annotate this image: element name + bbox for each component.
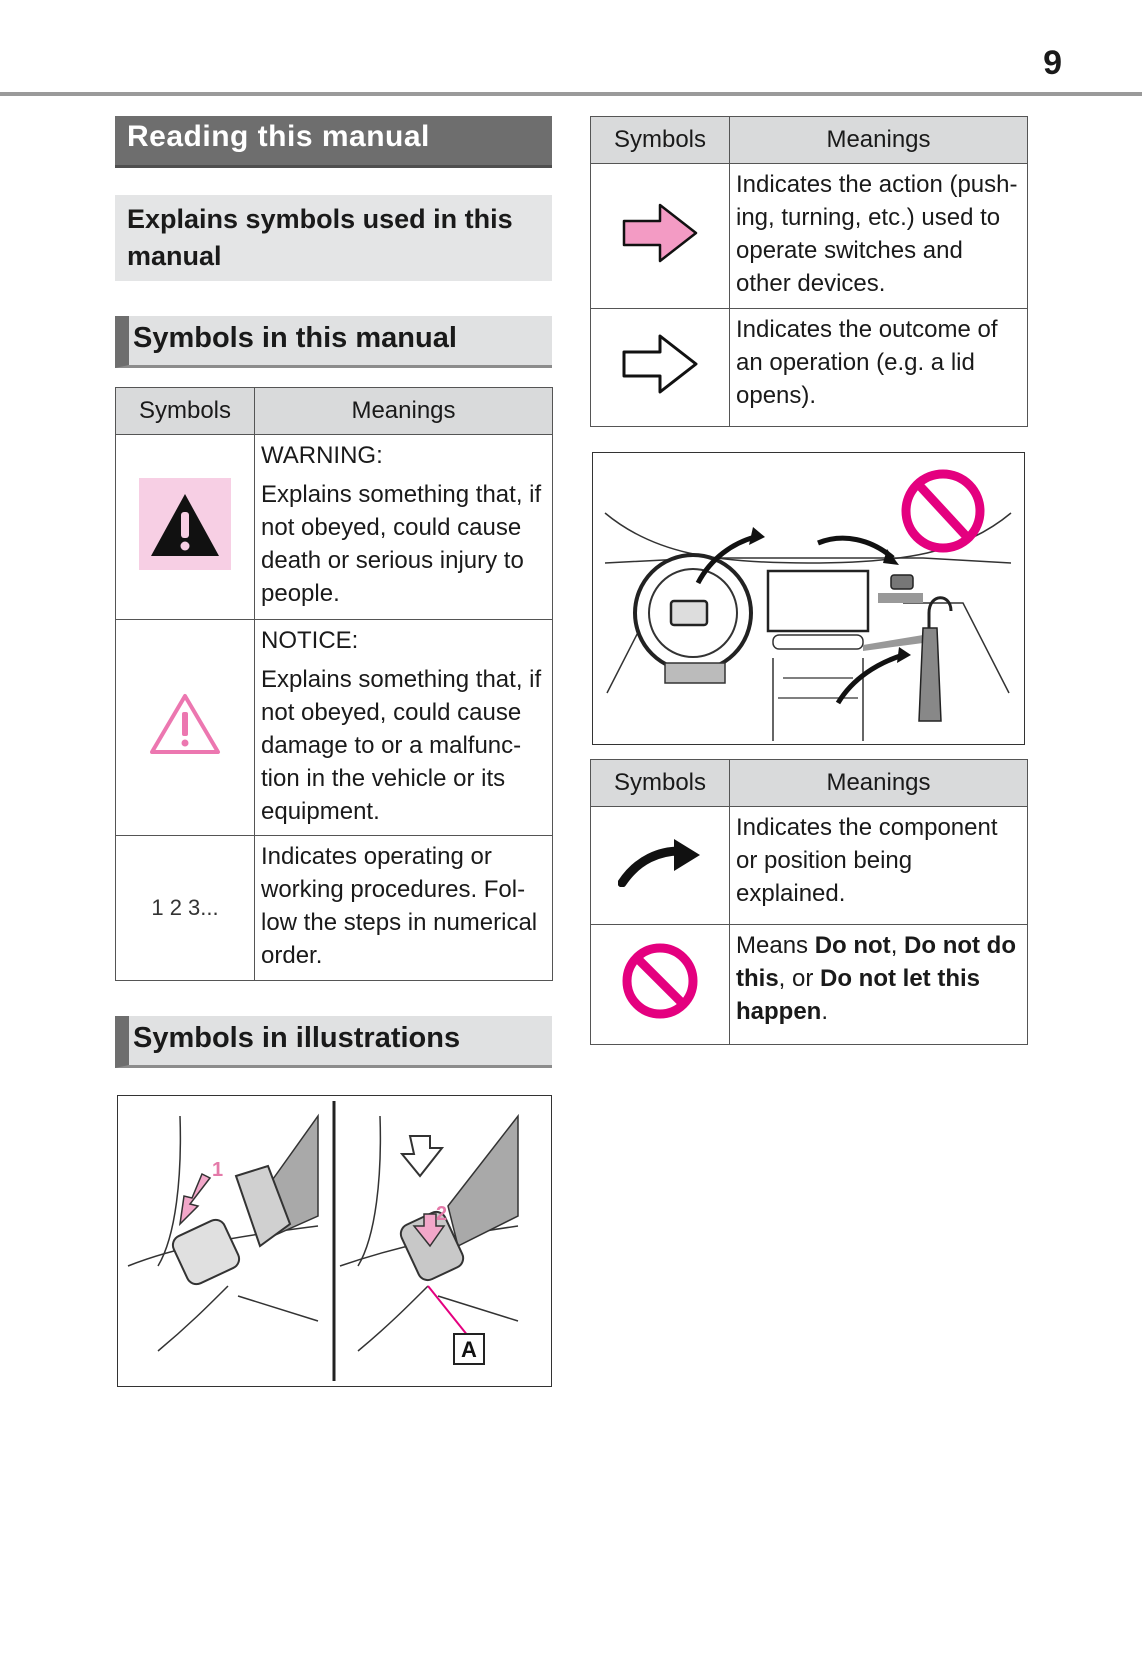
prohibition-icon bbox=[621, 942, 699, 1020]
symbol-cell bbox=[591, 807, 730, 925]
do-not-bold-1: Do not bbox=[814, 932, 891, 959]
warning-icon bbox=[139, 478, 231, 570]
manual-symbols-table bbox=[115, 387, 553, 981]
callout-a-label: A bbox=[461, 1337, 477, 1362]
action-text: Indicates the action (push-ing, turning, etc.) used to operate switches and other devices. bbox=[736, 171, 1018, 297]
section-symbols-in-manual bbox=[115, 316, 552, 368]
chapter-subtitle: Explains symbols used in this manual bbox=[127, 204, 513, 271]
step1-label: 1 bbox=[212, 1159, 224, 1181]
table-header-row bbox=[116, 388, 553, 435]
col-meanings-header: Meanings bbox=[255, 388, 553, 435]
warning-text: Explains something that, if not obeyed, could cause death or serious injury to people. bbox=[261, 481, 542, 607]
action-arrow-icon bbox=[622, 201, 698, 265]
table-header-row bbox=[591, 117, 1028, 164]
warning-label: WARNING: bbox=[261, 442, 383, 469]
do-not-text-1: Means bbox=[736, 932, 815, 959]
outcome-arrow-icon bbox=[622, 332, 698, 396]
symbol-cell bbox=[116, 836, 255, 981]
table-row bbox=[591, 807, 1028, 925]
do-not-bold-2: Do not do this bbox=[736, 932, 1016, 992]
do-not-text-4: . bbox=[821, 998, 829, 1025]
table-row bbox=[116, 836, 553, 981]
section-title: Symbols in illustrations bbox=[133, 1022, 461, 1054]
table-row bbox=[591, 164, 1028, 309]
notice-text: Explains something that, if not obeyed, could cause damage to or a malfunc-tion in the vehicle or its equipment. bbox=[261, 666, 542, 825]
col-meanings-header: Meanings bbox=[730, 760, 1028, 807]
col-meanings-header: Meanings bbox=[730, 117, 1028, 164]
component-text: Indicates the component or position being explained. bbox=[736, 814, 998, 907]
notice-icon bbox=[148, 692, 222, 756]
table-row bbox=[591, 309, 1028, 427]
component-arrow-icon bbox=[618, 837, 702, 887]
outcome-text: Indicates the outcome of an operation (e.g. a lid opens). bbox=[736, 316, 998, 409]
meaning-cell bbox=[730, 309, 1028, 427]
table-header-row bbox=[591, 760, 1028, 807]
do-not-bold-3: Do not let this happen bbox=[736, 965, 980, 1025]
meaning-cell bbox=[255, 435, 553, 620]
meaning-cell bbox=[255, 620, 553, 836]
meaning-cell bbox=[255, 836, 553, 981]
illus-symbols-table-bottom bbox=[590, 759, 1028, 1045]
meaning-cell bbox=[730, 164, 1028, 309]
seatbelt-drawing bbox=[118, 1096, 550, 1385]
table-row bbox=[116, 435, 553, 620]
section-title: Symbols in this manual bbox=[133, 322, 457, 354]
symbol-cell bbox=[116, 435, 255, 620]
chapter-title: Reading this manual bbox=[127, 120, 430, 153]
symbol-cell bbox=[116, 620, 255, 836]
do-not-text-2: , bbox=[890, 932, 905, 959]
top-divider bbox=[0, 92, 1142, 96]
notice-label: NOTICE: bbox=[261, 627, 359, 654]
step2-label: 2 bbox=[436, 1203, 448, 1225]
illus-symbols-table-top bbox=[590, 116, 1028, 427]
table-row bbox=[591, 925, 1028, 1045]
page-number: 9 bbox=[1043, 44, 1062, 82]
steps-text: Indicates operating or working procedures. Fol-low the steps in numerical order. bbox=[261, 843, 538, 969]
table-row bbox=[116, 620, 553, 836]
chapter-title-bar bbox=[115, 116, 552, 168]
seatbelt-illustration bbox=[117, 1095, 552, 1387]
meaning-cell bbox=[730, 925, 1028, 1045]
col-symbols-header: Symbols bbox=[116, 388, 255, 435]
symbol-cell bbox=[591, 925, 730, 1045]
col-symbols-header: Symbols bbox=[591, 760, 730, 807]
meaning-cell bbox=[730, 807, 1028, 925]
col-symbols-header: Symbols bbox=[591, 117, 730, 164]
step-numbers-symbol: 1 2 3... bbox=[151, 895, 219, 920]
symbol-cell bbox=[591, 164, 730, 309]
do-not-text-3: , or bbox=[778, 965, 821, 992]
chapter-subtitle-box bbox=[115, 195, 552, 281]
section-symbols-in-illustrations bbox=[115, 1016, 552, 1068]
symbol-cell bbox=[591, 309, 730, 427]
dashboard-illustration bbox=[592, 452, 1025, 745]
dashboard-drawing bbox=[593, 453, 1023, 743]
